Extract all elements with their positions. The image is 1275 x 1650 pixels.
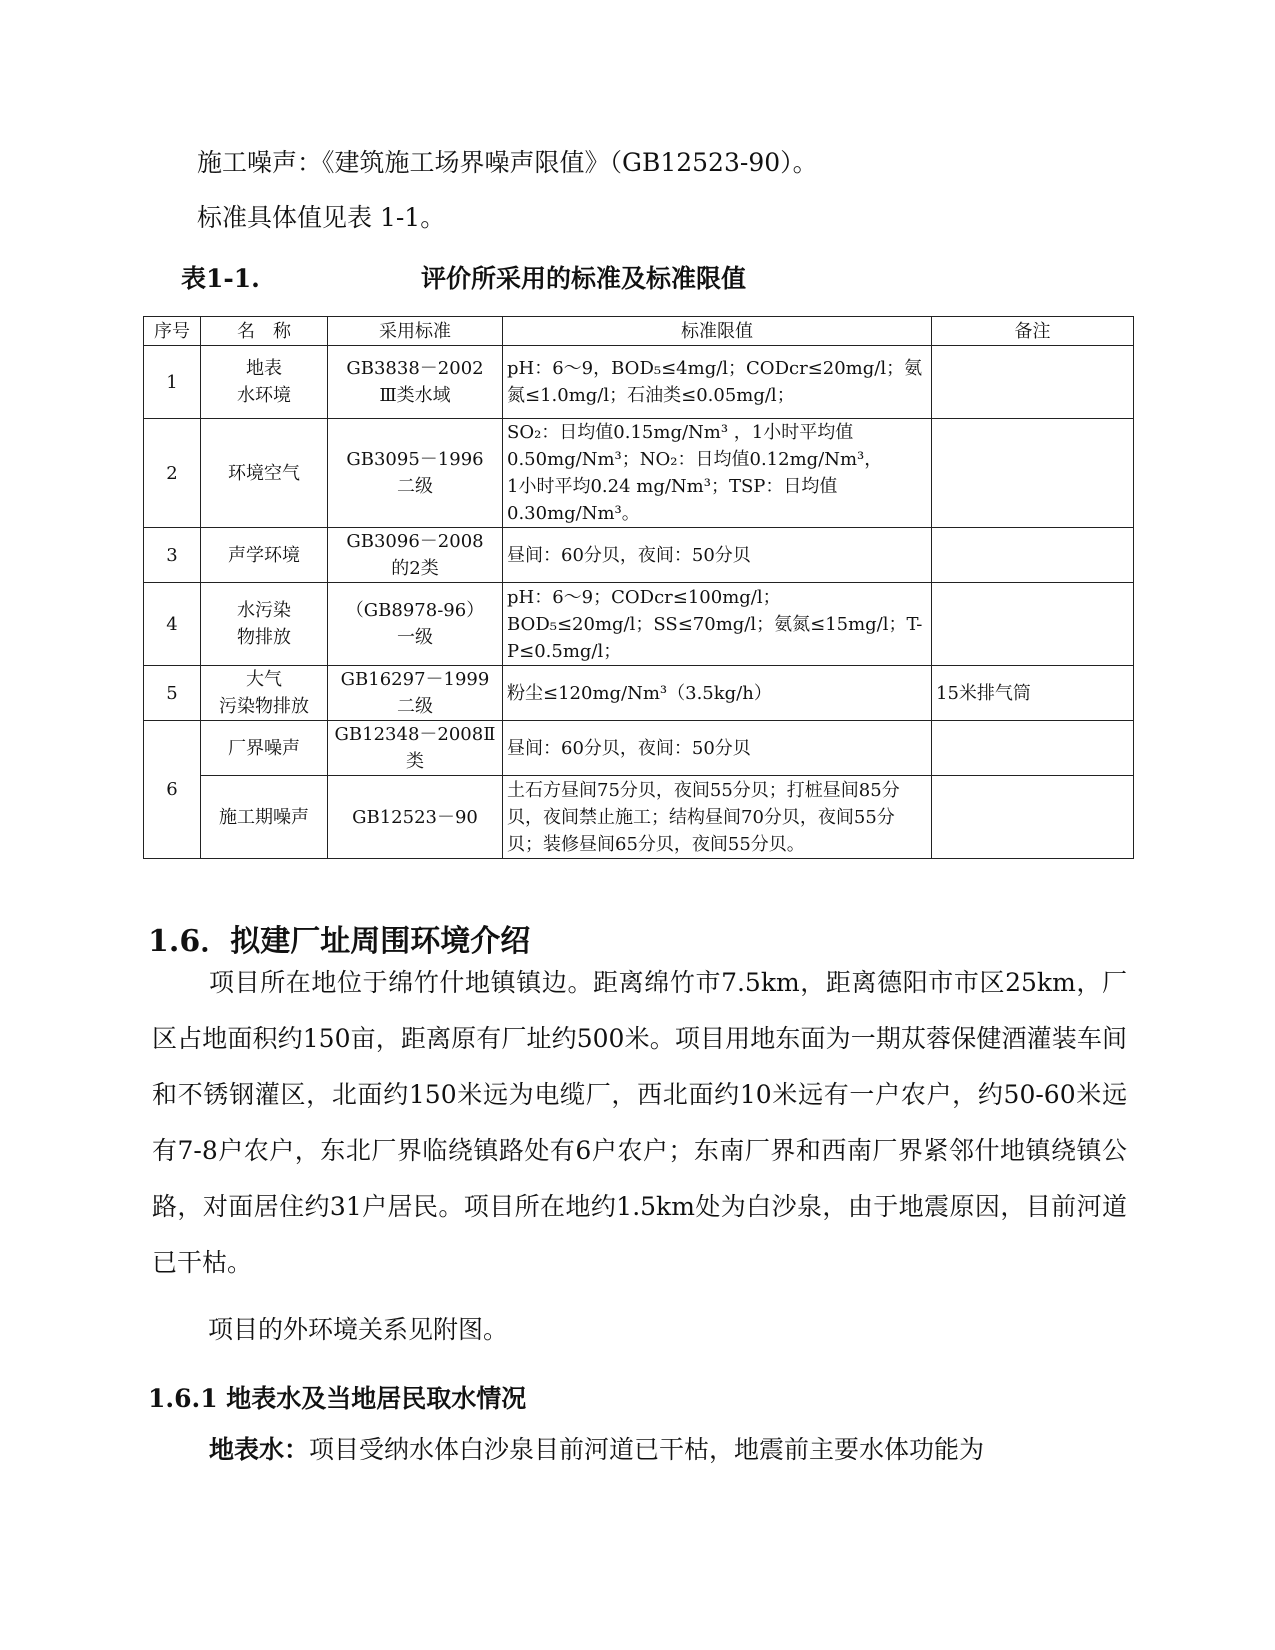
table-row bbox=[144, 721, 1134, 776]
cell-no: 6 bbox=[144, 721, 201, 859]
cell-note bbox=[932, 583, 1134, 666]
see-figure-line: 项目的外环境关系见附图。 bbox=[208, 1315, 509, 1344]
cell-no: 2 bbox=[144, 419, 201, 528]
section-1-6-1-heading: 1.6.1 地表水及当地居民取水情况 bbox=[148, 1384, 527, 1413]
surface-water-label: 地表水： bbox=[209, 1435, 310, 1464]
cell-standard: GB3838－2002 Ⅲ类水域 bbox=[328, 346, 503, 419]
cell-name: 施工期噪声 bbox=[201, 776, 328, 859]
col-header-no: 序号 bbox=[144, 317, 201, 346]
cell-no: 3 bbox=[144, 528, 201, 583]
cell-name: 大气 污染物排放 bbox=[201, 666, 328, 721]
cell-name: 水污染 物排放 bbox=[201, 583, 328, 666]
cell-limit: SO₂：日均值0.15mg/Nm³ ，1小时平均值0.50mg/Nm³；NO₂：日均值0.12mg/Nm³， 1小时平均0.24 mg/Nm³；TSP：日均值0.30mg/Nm³。 bbox=[503, 419, 932, 528]
cell-limit: 土石方昼间75分贝，夜间55分贝；打桩昼间85分贝，夜间禁止施工；结构昼间70分贝，夜间55分贝；装修昼间65分贝，夜间55分贝。 bbox=[503, 776, 932, 859]
cell-limit: 粉尘≤120mg/Nm³（3.5kg/h） bbox=[503, 666, 932, 721]
section-1-6-heading: 1.6．拟建厂址周围环境介绍 bbox=[148, 924, 531, 959]
table-number: 表1-1. bbox=[181, 264, 260, 293]
table-row bbox=[144, 346, 1134, 419]
col-header-name: 名 称 bbox=[201, 317, 328, 346]
cell-no: 1 bbox=[144, 346, 201, 419]
cell-name: 地表 水环境 bbox=[201, 346, 328, 419]
see-table-line: 标准具体值见表 1-1。 bbox=[197, 203, 446, 232]
cell-standard: GB16297－1999 二级 bbox=[328, 666, 503, 721]
cell-no: 4 bbox=[144, 583, 201, 666]
cell-note bbox=[932, 346, 1134, 419]
table-caption bbox=[181, 259, 747, 295]
cell-note bbox=[932, 419, 1134, 528]
table-row bbox=[144, 666, 1134, 721]
cell-note: 15米排气筒 bbox=[932, 666, 1134, 721]
surface-water-text: 项目受纳水体白沙泉目前河道已干枯，地震前主要水体功能为 bbox=[309, 1435, 985, 1464]
table-title: 评价所采用的标准及标准限值 bbox=[421, 264, 747, 293]
cell-standard: （GB8978-96） 一级 bbox=[328, 583, 503, 666]
table-row bbox=[144, 776, 1134, 859]
table-row bbox=[144, 528, 1134, 583]
col-header-note: 备注 bbox=[932, 317, 1134, 346]
standards-table bbox=[143, 316, 1134, 859]
cell-note bbox=[932, 721, 1134, 776]
table-row bbox=[144, 419, 1134, 528]
cell-name: 声学环境 bbox=[201, 528, 328, 583]
cell-note bbox=[932, 528, 1134, 583]
cell-standard: GB3095－1996 二级 bbox=[328, 419, 503, 528]
cell-limit: pH：6～9，BOD₅≤4mg/l；CODcr≤20mg/l；氨氮≤1.0mg/l；石油类≤0.05mg/l； bbox=[503, 346, 932, 419]
cell-name: 环境空气 bbox=[201, 419, 328, 528]
cell-standard: GB12348－2008Ⅱ 类 bbox=[328, 721, 503, 776]
surface-water-line bbox=[209, 1430, 984, 1466]
noise-standard-line: 施工噪声：《建筑施工场界噪声限值》（GB12523-90）。 bbox=[197, 148, 818, 177]
table-header-row bbox=[144, 317, 1134, 346]
cell-limit: 昼间：60分贝，夜间：50分贝 bbox=[503, 528, 932, 583]
cell-note bbox=[932, 776, 1134, 859]
cell-name: 厂界噪声 bbox=[201, 721, 328, 776]
site-environment-paragraph: 项目所在地位于绵竹什地镇镇边。距离绵竹市7.5km，距离德阳市市区25km，厂区占地面积约150亩，距离原有厂址约500米。项目用地东面为一期苁蓉保健酒灌装车间和不锈钢灌区，北面约150米远为电缆厂，西北面约10米远有一户农户，约50-60米远有7-8户农户，东北厂界临绕镇路处有6户农户；东南厂界和西南厂界紧邻什地镇绕镇公路，对面居住约31户居民。项目所在地约1.5km处为白沙泉，由于地震原因，目前河道已干枯。 bbox=[152, 968, 1127, 1277]
col-header-limit: 标准限值 bbox=[503, 317, 932, 346]
cell-limit: 昼间：60分贝，夜间：50分贝 bbox=[503, 721, 932, 776]
table-row bbox=[144, 583, 1134, 666]
col-header-standard: 采用标准 bbox=[328, 317, 503, 346]
cell-no: 5 bbox=[144, 666, 201, 721]
cell-standard: GB3096－2008 的2类 bbox=[328, 528, 503, 583]
cell-standard: GB12523－90 bbox=[328, 776, 503, 859]
cell-limit: pH：6～9；CODcr≤100mg/l； BOD₅≤20mg/l；SS≤70mg/l；氨氮≤15mg/l；T-P≤0.5mg/l； bbox=[503, 583, 932, 666]
